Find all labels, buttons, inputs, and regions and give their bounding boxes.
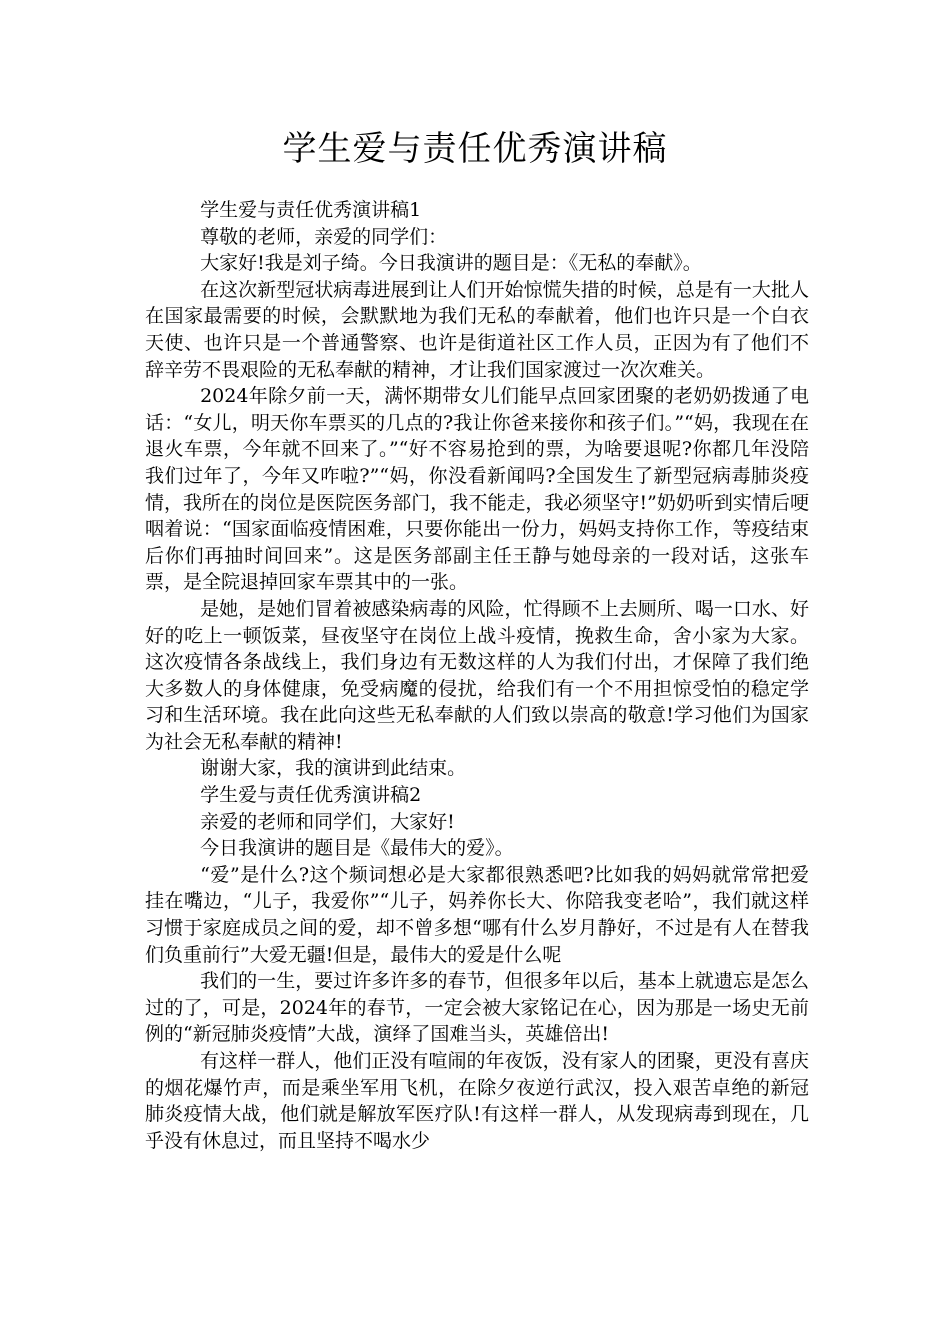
- paragraph: 大家好!我是刘子绮。今日我演讲的题目是：《无私的奉献》。: [200, 252, 702, 275]
- paragraph: 在这次新型冠状病毒进展到让人们开始惊慌失措的时候，总是有一大批人在国家最需要的时候，会默默地为我们无私的奉献着，他们也许只是一个白衣天使、也许只是一个普通警察、也许是街道社区工作人员，正因为有了他们不辞辛劳不畏艰险的无私奉献的精神，才让我们国家渡过一次次难关。: [145, 278, 809, 381]
- paragraph: 今日我演讲的题目是《最伟大的爱》。: [200, 837, 514, 860]
- paragraph: 学生爱与责任优秀演讲稿2: [200, 784, 422, 807]
- paragraph: 亲爱的老师和同学们，大家好!: [200, 810, 455, 833]
- document-title: 学生爱与责任优秀演讲稿: [282, 129, 668, 169]
- paragraph: 谢谢大家，我的演讲到此结束。: [200, 757, 467, 780]
- paragraph: 学生爱与责任优秀演讲稿1: [200, 199, 422, 221]
- paragraph: 有这样一群人，他们正没有喧闹的年夜饭，没有家人的团聚，更没有喜庆的烟花爆竹声，而是乘坐军用飞机，在除夕夜逆行武汉，投入艰苦卓绝的新冠肺炎疫情大战，他们就是解放军医疗队!有这样一群人，从发现病毒到现在，几乎没有休息过，而且坚持不喝水少: [145, 1050, 809, 1152]
- paragraph: 我们的一生，要过许多许多的春节，但很多年以后，基本上就遗忘是怎么过的了，可是，2024年的春节，一定会被大家铭记在心，因为那是一场史无前例的“新冠肺炎疫情”大战，演绎了国难当头，英雄倍出!: [145, 970, 809, 1046]
- paragraph: 是她，是她们冒着被感染病毒的风险，忙得顾不上去厕所、喝一口水、好好的吃上一顿饭菜，昼夜坚守在岗位上战斗疫情，挽救生命，舍小家为大家。这次疫情各条战线上，我们身边有无数这样的人为我们付出，才保障了我们绝大多数人的身体健康，免受病魔的侵扰，给我们有一个不用担惊受怕的稳定学习和生活环境。我在此向这些无私奉献的人们致以崇高的敬意!学习他们为国家为社会无私奉献的精神!: [145, 597, 809, 753]
- paragraph: “爱”是什么?这个频词想必是大家都很熟悉吧?比如我的妈妈就常常把爱挂在嘴边，“儿子，我爱你”“儿子，妈养你长大、你陪我变老哈”，我们就这样习惯于家庭成员之间的爱，却不曾多想“哪有什么岁月静好，不过是有人在替我们负重前行”大爱无疆!但是，最伟大的爱是什么呢: [145, 863, 809, 966]
- paragraph: 2024年除夕前一天，满怀期带女儿们能早点回家团聚的老奶奶拨通了电话：“女儿，明天你车票买的几点的?我让你爸来接你和孩子们。”“妈，我现在在退火车票，今年就不回来了。”“好不容易抢到的票，为啥要退呢?你都几年没陪我们过年了，今年又咋啦?”“妈，你没看新闻吗?全国发生了新型冠病毒肺炎疫情，我所在的岗位是医院医务部门，我不能走，我必须坚守!”奶奶听到实情后哽咽着说：“国家面临疫情困难，只要你能出一份力，妈妈支持你工作，等疫结束后你们再抽时间回来”。这是医务部副主任王静与她母亲的一段对话，这张车票，是全院退掉回家车票其中的一张。: [145, 385, 809, 594]
- paragraph: 尊敬的老师，亲爱的同学们：: [200, 225, 448, 248]
- document-body: [145, 197, 809, 1154]
